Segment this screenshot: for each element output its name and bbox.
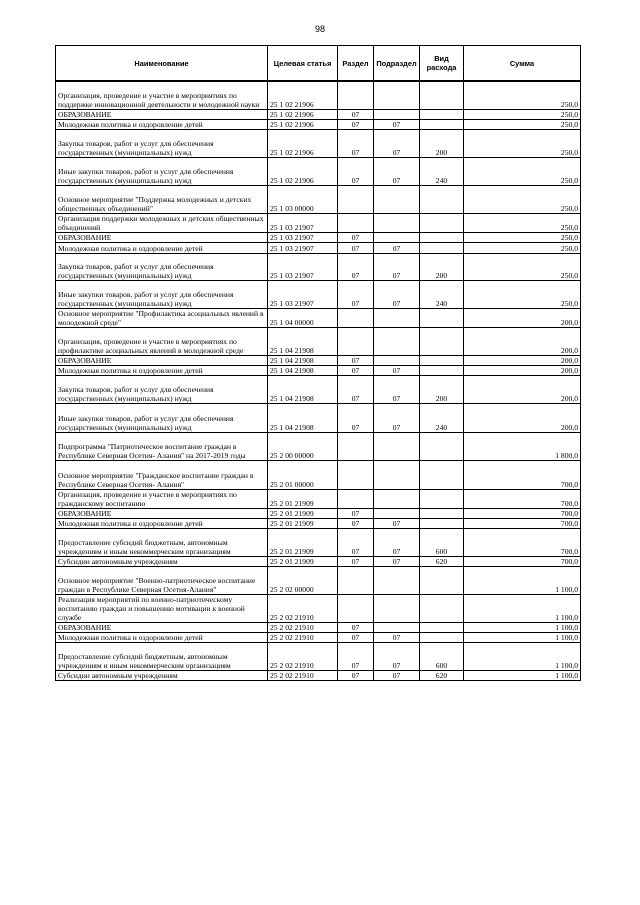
row-target: 25 2 01 21909: [268, 518, 338, 528]
row-section: 07: [338, 670, 374, 680]
table-row: [56, 670, 581, 680]
row-section: 07: [338, 129, 374, 157]
table-row: [56, 157, 581, 185]
row-amount: 250,0: [464, 119, 581, 129]
row-target: 25 2 02 21910: [268, 622, 338, 632]
row-target: 25 1 02 21906: [268, 109, 338, 119]
table-row: [56, 119, 581, 129]
table-row: [56, 327, 581, 355]
row-amount: 250,0: [464, 213, 581, 232]
row-name: Закупка товаров, работ и услуг для обеспечения государственных (муниципальных) нужд: [56, 253, 268, 280]
table-row: [56, 365, 581, 375]
table-row: [56, 185, 581, 213]
row-name: Основное мероприятие "Военно-патриотическое воспитание граждан в Республике Северная Осетия-Алания": [56, 566, 268, 594]
row-expense-type: 620: [420, 556, 464, 566]
row-section: [338, 81, 374, 109]
table-row: [56, 242, 581, 253]
row-section: 07: [338, 253, 374, 280]
row-expense-type: [420, 518, 464, 528]
row-amount: 700,0: [464, 518, 581, 528]
row-subsection: [374, 594, 420, 622]
table-header: [56, 46, 581, 82]
table-row: [56, 253, 581, 280]
row-amount: 1 100,0: [464, 594, 581, 622]
table-row: [56, 432, 581, 460]
header-section: Раздел: [338, 46, 374, 82]
header-amount: Сумма: [464, 46, 581, 82]
table-row: [56, 81, 581, 109]
row-section: 07: [338, 157, 374, 185]
row-subsection: 07: [374, 157, 420, 185]
row-target: 25 1 04 21908: [268, 375, 338, 403]
row-amount: 200,0: [464, 403, 581, 432]
row-subsection: 07: [374, 642, 420, 670]
row-section: 07: [338, 518, 374, 528]
table-row: [56, 232, 581, 242]
row-subsection: 07: [374, 528, 420, 556]
row-target: 25 1 03 00000: [268, 185, 338, 213]
row-expense-type: [420, 119, 464, 129]
row-expense-type: [420, 622, 464, 632]
table-row: [56, 109, 581, 119]
row-section: [338, 213, 374, 232]
table-row: [56, 308, 581, 327]
row-amount: 700,0: [464, 460, 581, 489]
table-row: [56, 594, 581, 622]
header-subsection: Подраздел: [374, 46, 420, 82]
row-section: 07: [338, 528, 374, 556]
row-section: 07: [338, 642, 374, 670]
row-section: 07: [338, 508, 374, 518]
row-name: Закупка товаров, работ и услуг для обеспечения государственных (муниципальных) нужд: [56, 375, 268, 403]
row-target: 25 2 02 21910: [268, 632, 338, 642]
row-target: 25 2 00 00000: [268, 432, 338, 460]
row-subsection: [374, 460, 420, 489]
row-section: 07: [338, 242, 374, 253]
row-section: 07: [338, 375, 374, 403]
row-target: 25 2 01 21909: [268, 528, 338, 556]
row-target: 25 1 04 21908: [268, 365, 338, 375]
row-target: 25 2 01 00000: [268, 460, 338, 489]
row-amount: 200,0: [464, 365, 581, 375]
row-section: 07: [338, 355, 374, 365]
row-subsection: [374, 327, 420, 355]
row-subsection: [374, 622, 420, 632]
row-section: 07: [338, 232, 374, 242]
row-target: 25 1 04 21908: [268, 355, 338, 365]
row-amount: 1 100,0: [464, 632, 581, 642]
row-expense-type: [420, 432, 464, 460]
row-target: 25 1 02 21906: [268, 119, 338, 129]
row-section: [338, 594, 374, 622]
row-expense-type: 200: [420, 129, 464, 157]
row-section: 07: [338, 403, 374, 432]
row-expense-type: [420, 489, 464, 508]
row-subsection: [374, 308, 420, 327]
row-target: 25 2 02 21910: [268, 670, 338, 680]
row-subsection: [374, 109, 420, 119]
row-amount: 700,0: [464, 528, 581, 556]
row-subsection: 07: [374, 365, 420, 375]
row-target: 25 1 04 21908: [268, 403, 338, 432]
row-section: [338, 432, 374, 460]
row-subsection: 07: [374, 375, 420, 403]
row-target: 25 2 01 21909: [268, 489, 338, 508]
row-target: 25 2 01 21909: [268, 556, 338, 566]
row-subsection: [374, 432, 420, 460]
table-row: [56, 528, 581, 556]
row-amount: 200,0: [464, 327, 581, 355]
table-row: [56, 642, 581, 670]
row-subsection: [374, 508, 420, 518]
row-name: Организация, проведение и участие в мероприятиях по поддержке инновационной деятельности и молодежной науки: [56, 81, 268, 109]
row-name: Организация, проведение и участие в мероприятиях по профилактике асоциальных явлений в молодежной среде: [56, 327, 268, 355]
table-row: [56, 508, 581, 518]
row-expense-type: [420, 232, 464, 242]
row-name: Иные закупки товаров, работ и услуг для обеспечения государственных (муниципальных) нужд: [56, 403, 268, 432]
header-name: Наименование: [56, 46, 268, 82]
row-section: 07: [338, 365, 374, 375]
table-row: [56, 632, 581, 642]
row-target: 25 2 01 21909: [268, 508, 338, 518]
table-row: [56, 556, 581, 566]
row-expense-type: 240: [420, 280, 464, 308]
row-expense-type: 240: [420, 157, 464, 185]
row-section: [338, 308, 374, 327]
table-row: [56, 129, 581, 157]
row-amount: 200,0: [464, 308, 581, 327]
row-subsection: [374, 81, 420, 109]
row-expense-type: [420, 213, 464, 232]
row-name: ОБРАЗОВАНИЕ: [56, 355, 268, 365]
row-amount: 1 100,0: [464, 642, 581, 670]
row-name: Основное мероприятие "Гражданское воспитание граждан в Республике Северная Осетия- Алания": [56, 460, 268, 489]
table-row: [56, 518, 581, 528]
row-subsection: 07: [374, 253, 420, 280]
row-name: Организация, проведение и участие в мероприятиях по гражданскому воспитанию: [56, 489, 268, 508]
row-subsection: 07: [374, 518, 420, 528]
row-section: [338, 185, 374, 213]
row-name: Иные закупки товаров, работ и услуг для обеспечения государственных (муниципальных) нужд: [56, 157, 268, 185]
row-amount: 700,0: [464, 508, 581, 518]
table-row: [56, 460, 581, 489]
table-row: [56, 375, 581, 403]
row-subsection: [374, 213, 420, 232]
row-target: 25 1 03 21907: [268, 280, 338, 308]
row-expense-type: [420, 460, 464, 489]
row-amount: 250,0: [464, 232, 581, 242]
row-section: [338, 327, 374, 355]
row-expense-type: [420, 632, 464, 642]
table-row: [56, 280, 581, 308]
row-section: [338, 460, 374, 489]
row-name: Иные закупки товаров, работ и услуг для обеспечения государственных (муниципальных) нужд: [56, 280, 268, 308]
row-target: 25 1 03 21907: [268, 213, 338, 232]
row-subsection: [374, 489, 420, 508]
row-amount: 700,0: [464, 489, 581, 508]
row-section: 07: [338, 280, 374, 308]
row-amount: 700,0: [464, 556, 581, 566]
row-name: Основное мероприятие "Профилактика асоциальных явлений в молодежной среде": [56, 308, 268, 327]
header-expense-line1: Вид: [434, 54, 449, 63]
row-amount: 250,0: [464, 185, 581, 213]
row-section: [338, 566, 374, 594]
row-expense-type: 600: [420, 642, 464, 670]
page-number: 98: [314, 24, 325, 34]
row-expense-type: [420, 508, 464, 518]
row-target: 25 2 02 21910: [268, 642, 338, 670]
row-target: 25 1 02 21906: [268, 157, 338, 185]
row-expense-type: 600: [420, 528, 464, 556]
table-row: [56, 622, 581, 632]
row-expense-type: [420, 327, 464, 355]
row-name: ОБРАЗОВАНИЕ: [56, 508, 268, 518]
row-amount: 250,0: [464, 253, 581, 280]
row-name: Предоставление субсидий бюджетным, автономным учреждениям и иным некоммерческим организациям: [56, 642, 268, 670]
row-subsection: 07: [374, 280, 420, 308]
row-name: Предоставление субсидий бюджетным, автономным учреждениям и иным некоммерческим организациям: [56, 528, 268, 556]
row-amount: 250,0: [464, 81, 581, 109]
row-name: ОБРАЗОВАНИЕ: [56, 109, 268, 119]
row-amount: 1 100,0: [464, 622, 581, 632]
row-target: 25 1 04 00000: [268, 308, 338, 327]
table-row: [56, 355, 581, 365]
row-amount: 250,0: [464, 129, 581, 157]
row-target: 25 1 03 21907: [268, 253, 338, 280]
header-expense-type: [420, 46, 464, 82]
row-expense-type: 200: [420, 375, 464, 403]
row-subsection: [374, 355, 420, 365]
row-amount: 200,0: [464, 355, 581, 365]
row-section: 07: [338, 632, 374, 642]
row-target: 25 1 02 21906: [268, 129, 338, 157]
row-amount: 250,0: [464, 109, 581, 119]
row-name: Субсидии автономным учреждениям: [56, 556, 268, 566]
row-target: 25 2 02 21910: [268, 594, 338, 622]
budget-table: [55, 45, 581, 681]
row-amount: 1 100,0: [464, 566, 581, 594]
row-subsection: 07: [374, 632, 420, 642]
row-name: ОБРАЗОВАНИЕ: [56, 232, 268, 242]
row-expense-type: [420, 242, 464, 253]
row-target: 25 2 02 00000: [268, 566, 338, 594]
row-expense-type: [420, 109, 464, 119]
row-name: Молодежная политика и оздоровление детей: [56, 518, 268, 528]
row-name: Молодежная политика и оздоровление детей: [56, 242, 268, 253]
row-subsection: 07: [374, 556, 420, 566]
table-row: [56, 566, 581, 594]
row-expense-type: [420, 355, 464, 365]
header-target: Целевая статья: [268, 46, 338, 82]
row-amount: 250,0: [464, 157, 581, 185]
row-name: Субсидии автономным учреждениям: [56, 670, 268, 680]
row-name: Молодежная политика и оздоровление детей: [56, 365, 268, 375]
row-expense-type: [420, 566, 464, 594]
row-subsection: [374, 232, 420, 242]
row-amount: 200,0: [464, 375, 581, 403]
row-section: 07: [338, 119, 374, 129]
row-name: Молодежная политика и оздоровление детей: [56, 119, 268, 129]
row-expense-type: [420, 365, 464, 375]
row-subsection: 07: [374, 129, 420, 157]
row-amount: 1 100,0: [464, 670, 581, 680]
row-section: 07: [338, 556, 374, 566]
row-subsection: 07: [374, 242, 420, 253]
row-expense-type: [420, 81, 464, 109]
row-amount: 250,0: [464, 280, 581, 308]
row-name: Молодежная политика и оздоровление детей: [56, 632, 268, 642]
table-row: [56, 213, 581, 232]
row-name: Закупка товаров, работ и услуг для обеспечения государственных (муниципальных) нужд: [56, 129, 268, 157]
row-target: 25 1 03 21907: [268, 232, 338, 242]
row-section: 07: [338, 109, 374, 119]
row-name: Организация поддержки молодежных и детских общественных объединений: [56, 213, 268, 232]
row-section: [338, 489, 374, 508]
row-name: ОБРАЗОВАНИЕ: [56, 622, 268, 632]
row-target: 25 1 02 21906: [268, 81, 338, 109]
row-subsection: 07: [374, 403, 420, 432]
row-target: 25 1 03 21907: [268, 242, 338, 253]
header-expense-line2: расхода: [426, 63, 457, 72]
row-subsection: [374, 566, 420, 594]
row-amount: 1 800,0: [464, 432, 581, 460]
row-subsection: 07: [374, 119, 420, 129]
row-expense-type: [420, 308, 464, 327]
row-section: 07: [338, 622, 374, 632]
row-amount: 250,0: [464, 242, 581, 253]
row-expense-type: [420, 594, 464, 622]
table-body: [56, 81, 581, 680]
row-target: 25 1 04 21908: [268, 327, 338, 355]
row-expense-type: 620: [420, 670, 464, 680]
table-row: [56, 489, 581, 508]
table-row: [56, 403, 581, 432]
row-name: Реализация мероприятий по военно-патриотическому воспитанию граждан и повышению мотивации к военной службе: [56, 594, 268, 622]
row-expense-type: [420, 185, 464, 213]
row-name: Подпрограмма "Патриотическое воспитание граждан в Республике Северная Осетия- Алания" на 2017-2019 годы: [56, 432, 268, 460]
row-expense-type: 240: [420, 403, 464, 432]
row-subsection: [374, 185, 420, 213]
row-expense-type: 200: [420, 253, 464, 280]
row-subsection: 07: [374, 670, 420, 680]
row-name: Основное мероприятие "Поддержка молодежных и детских общественных объединений": [56, 185, 268, 213]
